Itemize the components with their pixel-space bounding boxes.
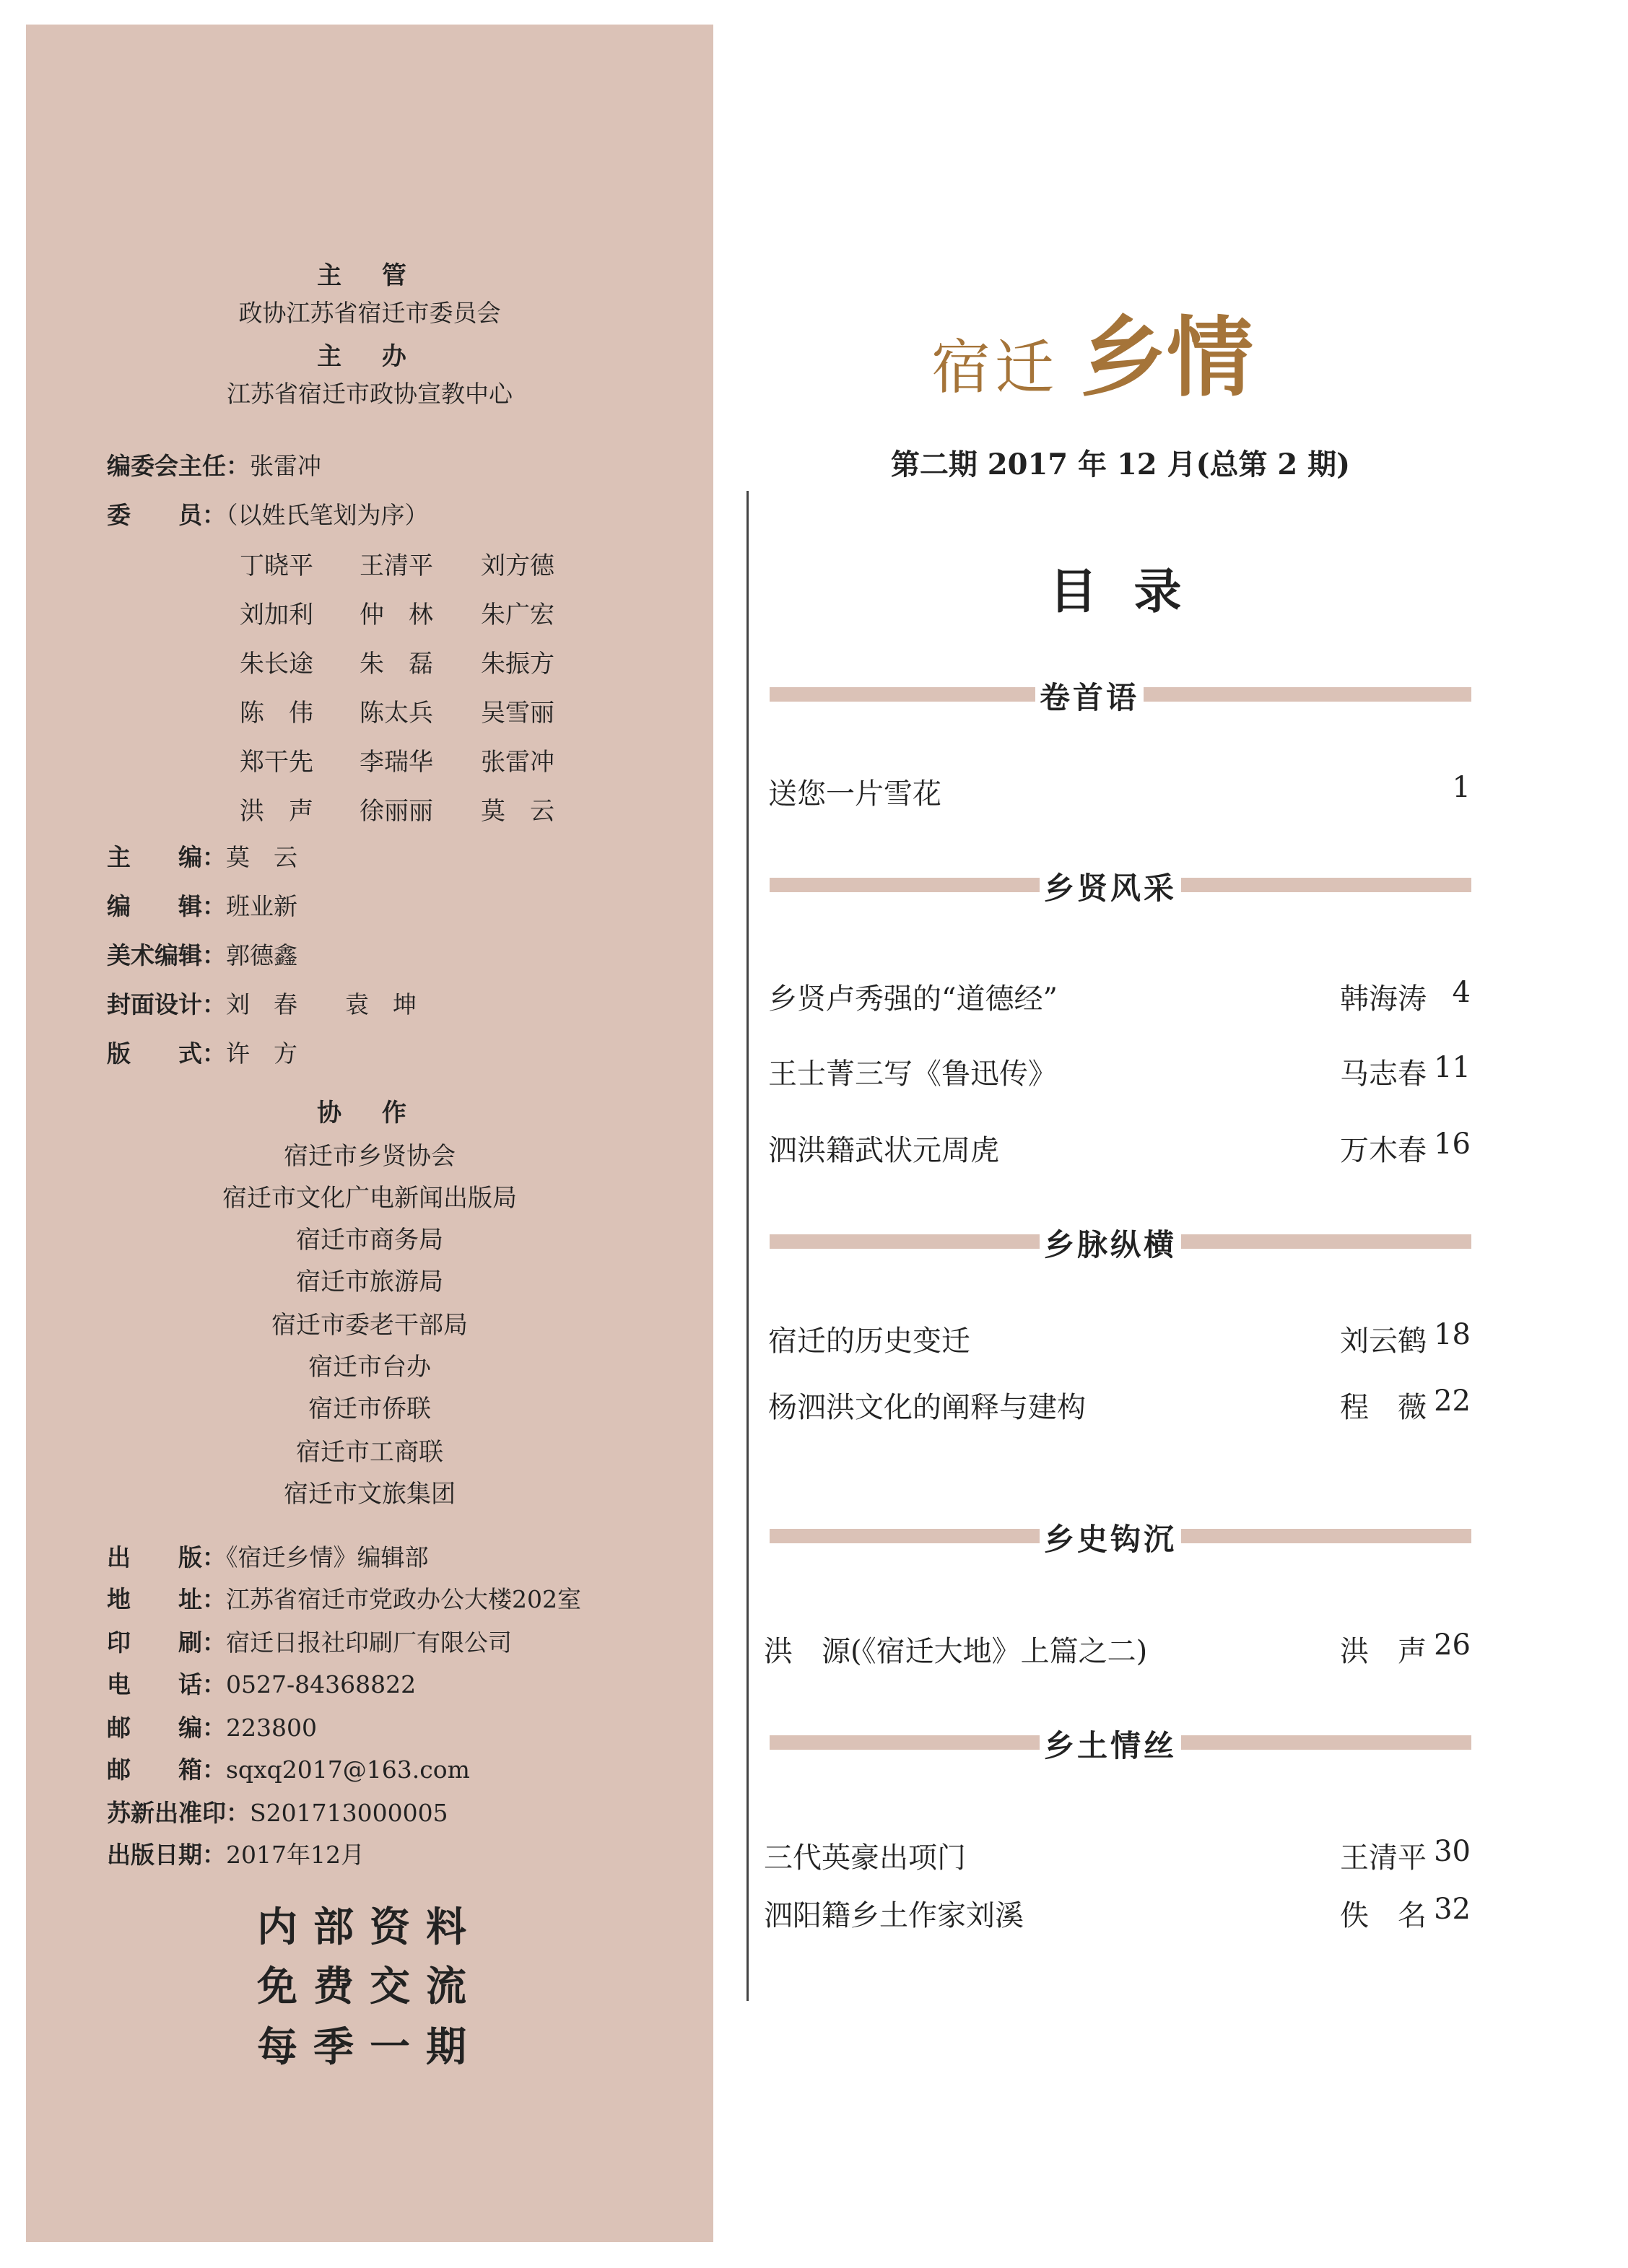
toc-entry-page: 22 — [1434, 1384, 1471, 1418]
section-title: 乡土情丝 — [1040, 1722, 1181, 1766]
slogan-line: 每季一期 — [257, 2024, 482, 2071]
toc-entry-title[interactable]: 乡贤卢秀强的“道德经” — [768, 982, 1058, 1016]
publication-row: 电 话：0527-84368822 — [107, 1670, 417, 1698]
toc-entry-title[interactable]: 送您一片雪花 — [768, 777, 941, 811]
toc-entry-author: 佚 名 — [1340, 1899, 1427, 1932]
logo-text-part2: 乡情 — [1080, 308, 1254, 409]
publication-row: 出 版：《宿迁乡情》编辑部 — [107, 1543, 429, 1571]
column-divider — [746, 491, 749, 2001]
committee-director-label: 编委会主任： — [107, 452, 250, 480]
committee-member: 李瑞华 — [360, 748, 433, 777]
publication-row: 邮 箱：sqxq2017@163.com — [107, 1755, 470, 1784]
staff-row: 版 式：许 方 — [107, 1039, 297, 1068]
toc-entry-author: 洪 声 — [1340, 1635, 1427, 1668]
collaboration-label: 协 作 — [317, 1099, 422, 1128]
toc-entry-page: 4 — [1452, 976, 1471, 1009]
publication-row: 邮 编：223800 — [107, 1714, 317, 1742]
toc-entry-page: 26 — [1434, 1628, 1471, 1662]
section-title: 卷首语 — [1035, 674, 1144, 718]
committee-member: 徐丽丽 — [360, 797, 433, 826]
committee-member: 陈 伟 — [240, 699, 313, 728]
committee-members-label: 委 员： — [107, 501, 226, 529]
collaborator: 宿迁市文旅集团 — [284, 1480, 456, 1509]
section-title: 乡脉纵横 — [1040, 1221, 1181, 1265]
slogan-line: 内部资料 — [257, 1904, 482, 1951]
collaborator: 宿迁市商务局 — [296, 1226, 443, 1255]
toc-entry-title[interactable]: 洪 源(《宿迁大地》上篇之二) — [764, 1635, 1148, 1668]
publication-row: 印 刷：宿迁日报社印刷厂有限公司 — [107, 1628, 512, 1657]
committee-member: 丁晓平 — [240, 551, 313, 580]
organizer-label: 主 办 — [317, 342, 422, 371]
toc-entry-title[interactable]: 宿迁的历史变迁 — [768, 1325, 970, 1358]
committee-member: 朱长途 — [240, 650, 313, 679]
toc-entry-author: 万木春 — [1340, 1134, 1427, 1167]
staff-row: 主 编：莫 云 — [107, 843, 297, 871]
committee-member: 吴雪丽 — [481, 699, 554, 728]
toc-entry-page: 30 — [1434, 1835, 1471, 1868]
toc-entry-page: 32 — [1434, 1893, 1471, 1926]
toc-entry-title[interactable]: 三代英豪出项门 — [764, 1841, 966, 1875]
toc-entry-author: 韩海涛 — [1340, 982, 1427, 1016]
publication-row: 出版日期：2017年12月 — [107, 1841, 365, 1869]
collaborator: 宿迁市台办 — [308, 1353, 431, 1382]
staff-row: 封面设计：刘 春 袁 坤 — [107, 990, 417, 1019]
toc-entry-page: 18 — [1434, 1318, 1471, 1351]
toc-entry-title[interactable]: 王士菁三写《鲁迅传》 — [768, 1057, 1057, 1091]
committee-member: 朱广宏 — [481, 601, 554, 629]
collaborator: 宿迁市委老干部局 — [271, 1311, 468, 1340]
toc-entry-page: 16 — [1434, 1128, 1471, 1161]
toc-entry-author: 王清平 — [1340, 1841, 1427, 1875]
toc-entry-page: 11 — [1434, 1051, 1471, 1084]
toc-entry-page: 1 — [1452, 771, 1471, 804]
committee-member: 仲 林 — [360, 601, 433, 629]
toc-title: 目 录 — [1049, 564, 1192, 619]
staff-row: 美术编辑：郭德鑫 — [107, 941, 297, 969]
toc-entry-author: 程 薇 — [1340, 1391, 1427, 1424]
supervisor-name: 政协江苏省宿迁市委员会 — [238, 299, 501, 327]
collaborator: 宿迁市旅游局 — [296, 1268, 443, 1296]
section-title: 乡贤风采 — [1040, 865, 1181, 908]
committee-director: 张雷冲 — [250, 452, 321, 480]
committee-member: 朱 磊 — [360, 650, 433, 679]
publication-row: 苏新出准印：S201713000005 — [107, 1799, 448, 1827]
collaborator: 宿迁市侨联 — [308, 1395, 431, 1423]
publication-row: 地 址：江苏省宿迁市党政办公大楼202室 — [107, 1585, 581, 1613]
committee-member: 陈太兵 — [360, 699, 433, 728]
committee-members-note: （以姓氏笔划为序） — [226, 501, 429, 529]
staff-row: 编 辑：班业新 — [107, 892, 297, 920]
organizer-name: 江苏省宿迁市政协宣教中心 — [227, 380, 513, 408]
slogan-line: 免费交流 — [257, 1963, 482, 2010]
toc-entry-author: 马志春 — [1340, 1057, 1427, 1091]
toc-entry-author: 刘云鹤 — [1340, 1325, 1427, 1358]
collaborator: 宿迁市文化广电新闻出版局 — [222, 1184, 517, 1213]
supervisor-label: 主 管 — [317, 261, 422, 290]
toc-entry-title[interactable]: 泗阳籍乡土作家刘溪 — [764, 1899, 1024, 1932]
magazine-logo — [931, 289, 1253, 413]
issue-line: 第二期 2017 年 12 月(总第 2 期) — [890, 448, 1351, 481]
committee-member: 洪 声 — [240, 797, 313, 826]
collaborator: 宿迁市工商联 — [296, 1438, 443, 1467]
committee-member: 张雷冲 — [481, 748, 554, 777]
committee-member: 刘加利 — [240, 601, 313, 629]
logo-text-part1: 宿迁 — [931, 333, 1059, 402]
committee-member: 刘方德 — [481, 551, 554, 580]
collaborator: 宿迁市乡贤协会 — [284, 1142, 456, 1171]
committee-member: 朱振方 — [481, 650, 554, 679]
section-title: 乡史钩沉 — [1040, 1516, 1181, 1559]
toc-entry-title[interactable]: 杨泗洪文化的阐释与建构 — [768, 1391, 1086, 1424]
committee-member: 莫 云 — [481, 797, 554, 826]
committee-member: 郑干先 — [240, 748, 313, 777]
toc-entry-title[interactable]: 泗洪籍武状元周虎 — [768, 1134, 999, 1167]
committee-member: 王清平 — [360, 551, 433, 580]
